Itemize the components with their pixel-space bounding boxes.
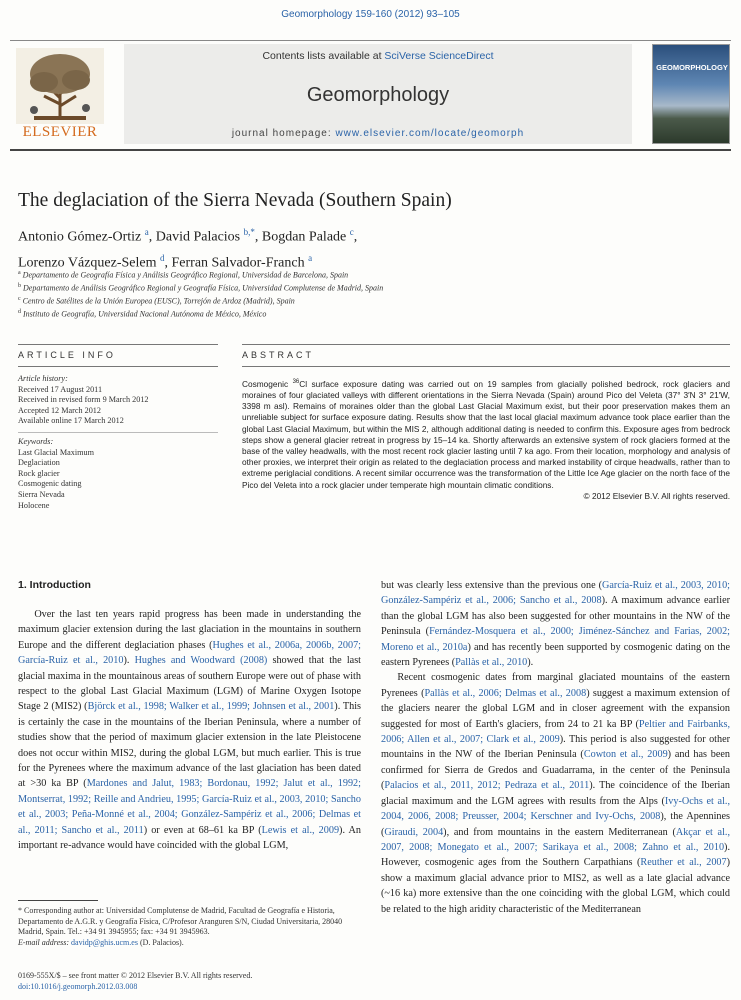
article-info-rule-bottom — [18, 366, 218, 367]
affiliation-mark: b — [18, 282, 21, 289]
citation-link[interactable]: Björck et al., 1998; Walker et al., 1999; Johnsen et al., 2001 — [87, 701, 335, 713]
corresponding-author-footnote — [18, 906, 361, 948]
citation-link[interactable]: Hughes et al., 2006a, 2006b, 2007; García-Ruiz et al., 2010 — [18, 639, 362, 667]
author-affil-mark: b,* — [243, 227, 255, 237]
body-text: ). — [527, 657, 534, 669]
abstract-text-start: Cosmogenic — [242, 378, 293, 389]
citation-link[interactable]: Reuther et al., 2007 — [640, 857, 727, 869]
affiliation-text: Instituto de Geografía, Universidad Nacional Autónoma de México, México — [23, 309, 267, 319]
publisher-name: ELSEVIER — [22, 124, 98, 140]
masthead-bottom-rule — [10, 149, 731, 151]
article-info — [18, 374, 218, 511]
body-text: ). The coincidence of the Iberian glacial maximum and the LGM agrees with results from the Alps ( — [381, 780, 730, 807]
contents-prefix: Contents lists available at — [262, 50, 385, 62]
body-text: ), and from mountains in the eastern Mediterranean ( — [443, 826, 676, 838]
abstract-body — [242, 377, 730, 502]
body-text: ) show a maximum glacial advance prior to MIS2, as well as a late glacial advance (~16 ka) more extensive than the one coinciding with the global LGM, which could be related to the high aridity characteristic of the Mediterranean — [381, 857, 731, 915]
abstract-heading: ABSTRACT — [242, 350, 315, 360]
body-text: ). However, cosmogenic ages from the Southern Carpathians ( — [381, 841, 730, 869]
body-text: ). A maximum advance earlier than the global LGM has also been suggested for other mountains in the NW of the Peninsula ( — [381, 595, 730, 638]
email-link[interactable]: davidp@ghis.ucm.es — [71, 937, 138, 947]
intro-paragraph — [381, 578, 730, 670]
isotope-mass: 36 — [292, 379, 300, 385]
keyword: Cosmogenic dating — [18, 479, 82, 489]
citation-link[interactable]: Cowton et al., 2009 — [583, 749, 668, 761]
citation-link[interactable]: Ivy-Ochs et al., 2004, 2006, 2008; Preusser, 2004; Kerschner and Ivy-Ochs, 2008 — [381, 795, 730, 823]
history-item: Accepted 12 March 2012 — [18, 405, 101, 415]
email-line — [18, 938, 361, 949]
homepage-prefix: journal homepage: — [231, 128, 336, 139]
journal-reference: Geomorphology 159-160 (2012) 93–105 — [281, 9, 460, 20]
author-name[interactable]: Bogdan Palade — [261, 229, 347, 245]
author-name[interactable]: Antonio Gómez-Ortiz — [18, 229, 142, 245]
affiliation-item — [18, 294, 618, 307]
author-affil-mark: a — [144, 227, 149, 237]
body-text: ) and has recently been supported by cosmogenic dating on the eastern Pyrenees ( — [381, 641, 731, 669]
body-text: ) and has been confirmed for Sierra de Gredos and Guadarrama, in the center of the Peninsula ( — [381, 749, 730, 792]
body-text: showed that the last glacial maxima in the mountainous areas of southern Europe were out of phase with respect to the global Last Glacial Maximum (LGM) of Marine Oxygen Isotope Stage 2 (MIS2) ( — [18, 655, 361, 713]
body-text: ). This is certainly the case in the mountains of the Iberian Peninsula, where a number of studies show that the period of maximum glacier extension in the late Pleistocene does not occur within MIS2, during the global LGM, but much earlier. This is true for the Pyrenees where the maximum advance of the last glaciation has been dated at >30 ka BP ( — [18, 701, 361, 790]
journal-homepage — [124, 128, 632, 139]
intro-right-column — [381, 578, 730, 917]
author-affil-mark: d — [160, 252, 165, 263]
affiliation-text: Departamento de Geografía Física y Análisis Geográfico Regional, Universidad de Barcelona, Spain — [22, 270, 349, 280]
keyword: Deglaciation — [18, 458, 60, 468]
body-text: Recent cosmogenic dates from marginal glaciated mountains of the eastern Pyrenees ( — [381, 672, 730, 699]
keywords-divider — [18, 432, 218, 433]
journal-name: Geomorphology — [306, 84, 450, 106]
body-text: ) suggest a maximum extension of the glaciers nearer the global LGM and in closer agreement with the expansion suggested for most of Earth's glaciers, from 24 to 21 ka BP ( — [381, 687, 730, 730]
citation-link[interactable]: Fernández-Mosquera et al., 2000; Jiménez-Sánchez and Farias, 2002; Moreno et al., 2010a — [381, 626, 730, 653]
citation-link[interactable]: Peltier and Fairbanks, 2006; Allen et al., 2007; Clark et al., 2009 — [381, 718, 730, 746]
cover-title: GEOMORPHOLOGY — [656, 63, 728, 72]
citation-link[interactable]: Giraudi, 2004 — [384, 826, 444, 838]
section-heading-introduction: 1. Introduction — [18, 579, 91, 591]
citation-link[interactable]: Pallàs et al., 2010 — [455, 657, 528, 669]
keyword: Last Glacial Maximum — [18, 447, 94, 457]
affiliation-item — [18, 268, 618, 281]
keywords-label: Keywords: — [18, 436, 54, 446]
affiliation-mark: c — [18, 295, 21, 302]
affiliation-item — [18, 281, 618, 294]
contents-line — [124, 50, 632, 62]
abstract-rule-top — [242, 344, 730, 345]
body-text: ), the Apennines ( — [381, 811, 730, 838]
bottom-publication-info — [18, 971, 361, 992]
citation-link[interactable]: Pallàs et al., 2006; Delmas et al., 2008 — [424, 687, 587, 699]
keyword: Sierra Nevada — [18, 489, 65, 499]
abstract-rule-bottom — [242, 366, 730, 367]
masthead-top-rule — [10, 40, 731, 41]
email-label: E-mail address: — [18, 937, 70, 947]
journal-header-box — [124, 44, 632, 144]
history-item: Available online 17 March 2012 — [18, 416, 124, 426]
intro-paragraph — [18, 607, 361, 854]
abstract-text — [242, 377, 730, 491]
history-label: Article history: — [18, 374, 68, 383]
author-affil-mark: a — [308, 252, 313, 263]
affiliation-text: Centro de Satélites de la Unión Europea (EUSC), Torrejón de Ardoz (Madrid), Spain — [22, 296, 295, 306]
body-text: Over the last ten years rapid progress has been made in understanding the maximum glacier extension during the last glaciation in the mountains in southern Europe and the different deglaciation phases ( — [18, 609, 361, 651]
affiliation-text: Departamento de Análisis Geográfico Regional y Geografía Física, Universidad Complutense de Madrid, Spain — [23, 283, 384, 293]
history-item: Received 17 August 2011 — [18, 384, 103, 394]
author-name[interactable]: Lorenzo Vázquez-Selem — [18, 255, 157, 271]
issn-line: 0169-555X/$ – see front matter © 2012 Elsevier B.V. All rights reserved. — [18, 971, 253, 980]
body-text: ). — [123, 655, 135, 667]
email-suffix: (D. Palacios). — [137, 937, 184, 947]
footnote-rule — [18, 900, 98, 901]
homepage-link[interactable]: www.elsevier.com/locate/geomorph — [335, 128, 525, 139]
article-info-rule-top — [18, 344, 218, 345]
affiliation-mark: d — [18, 308, 21, 315]
author-affil-mark: c — [349, 227, 354, 237]
article-title: The deglaciation of the Sierra Nevada (Southern Spain) — [18, 190, 452, 211]
intro-paragraph — [381, 670, 730, 917]
keyword: Holocene — [18, 500, 50, 510]
abstract-text-main: Cl surface exposure dating was carried out on 19 samples from glacially polished bedrock, rock glaciers and moraines of four glaciated valleys with different orientations in the Sierra Nevada (Spain) around Pico del Veleta (37° 3′N 3° 21′W, 3398 m asl). Remains of moraines older than the global Last Glacial Maximum exist, but their poor preservation makes them an unreliable subject for surface exposure dating. Results show that the last local glacial maximum advance took place earlier than the global Last Glacial Maximum, but within the MIS 2, although additional dating is needed to confirm this. Exposure ages from bedrock steps show a general glacier retreat in progress by 15–14 ka. Shortly afterwards an extensive system of rock glaciers formed at the base of the valley headwalls, with the most recent rock glacier lasting until 7 ka ago. From their location, morphology and analysis of other proxies, we interpret their origin as related to the deglaciation process and marked instability of cirque headwalls, rather than to extreme periglacial conditions. A recent similar occurrence was the transformation of the Little Ice Age glacier on the north face of the Pico del Veleta into a rock glacier under temperate high mountain climatic conditions. — [242, 378, 731, 490]
citation-link[interactable]: Akçar et al., 2007, 2008; Monegato et al., 2007; Sarikaya et al., 2008; Zahno et al., 2010 — [381, 826, 730, 853]
author-name[interactable]: David Palacios — [155, 229, 241, 245]
affiliations — [18, 268, 618, 319]
journal-cover-image — [652, 44, 730, 144]
keyword: Rock glacier — [18, 468, 60, 478]
citation-link[interactable]: Mardones and Jalut, 1983; Bordonau, 1992; Jalut et al., 1992; Montserrat, 1992; Reille and Andrieu, 1995; García-Ruiz et al., 2003, 2010; Sancho et al., 2003; Peña-Monné et al., 2004; González-Sampériz et al., 2006; Delmas et al., 2011; Sancho et al., 2011 — [18, 778, 361, 836]
citation-link[interactable]: Hughes and Woodward (2008) — [134, 655, 268, 667]
citation-link[interactable]: Lewis et al., 2009 — [261, 824, 340, 836]
history-item: Received in revised form 9 March 2012 — [18, 395, 149, 405]
citation-link[interactable]: Palacios et al., 2011, 2012; Pedraza et al., 2011 — [384, 780, 590, 792]
author-list: Antonio Gómez-Ortiz $^a$, David Palacios $^{b,*}$, Bogdan Palade $^c$, Lorenzo Vázquez-Selem $^d$, Ferran Salvador-Franch $^a$ — [18, 227, 358, 271]
corresponding-author-text: * Corresponding author at: Universidad Complutense de Madrid, Facultad de Geografía e Historia, Departamento de A.G.R. y Geografía Física, C/Profesor Aranguren S/N, Ciudad Universitaria, 28040 Madrid, Spain. Tel.: +34 91 3945955; fax: +34 91 3945963. — [18, 906, 343, 936]
author-name[interactable]: Ferran Salvador-Franch — [171, 255, 305, 271]
body-text: ) or even at 68–61 ka BP ( — [143, 824, 262, 836]
sciencedirect-link[interactable]: SciVerse ScienceDirect — [384, 50, 494, 62]
body-text: ). This period is also suggested for other mountains in the NW of the Iberian Peninsula ( — [381, 734, 731, 761]
body-text: but was clearly less extensive than the previous one ( — [381, 580, 603, 591]
citation-link[interactable]: García-Ruiz et al., 2003, 2010; González-Sampériz et al., 2006; Sancho et al., 2008 — [381, 580, 730, 607]
intro-left-column — [18, 607, 361, 854]
body-text: ). An important re-advance would have coincided with the global LGM, — [18, 824, 361, 852]
article-info-heading: ARTICLE INFO — [18, 350, 116, 360]
affiliation-item — [18, 307, 618, 320]
affiliation-mark: a — [18, 270, 21, 276]
copyright-line: © 2012 Elsevier B.V. All rights reserved. — [583, 490, 730, 501]
doi-link[interactable]: doi:10.1016/j.geomorph.2012.03.008 — [18, 981, 138, 991]
journal-masthead — [10, 40, 731, 152]
